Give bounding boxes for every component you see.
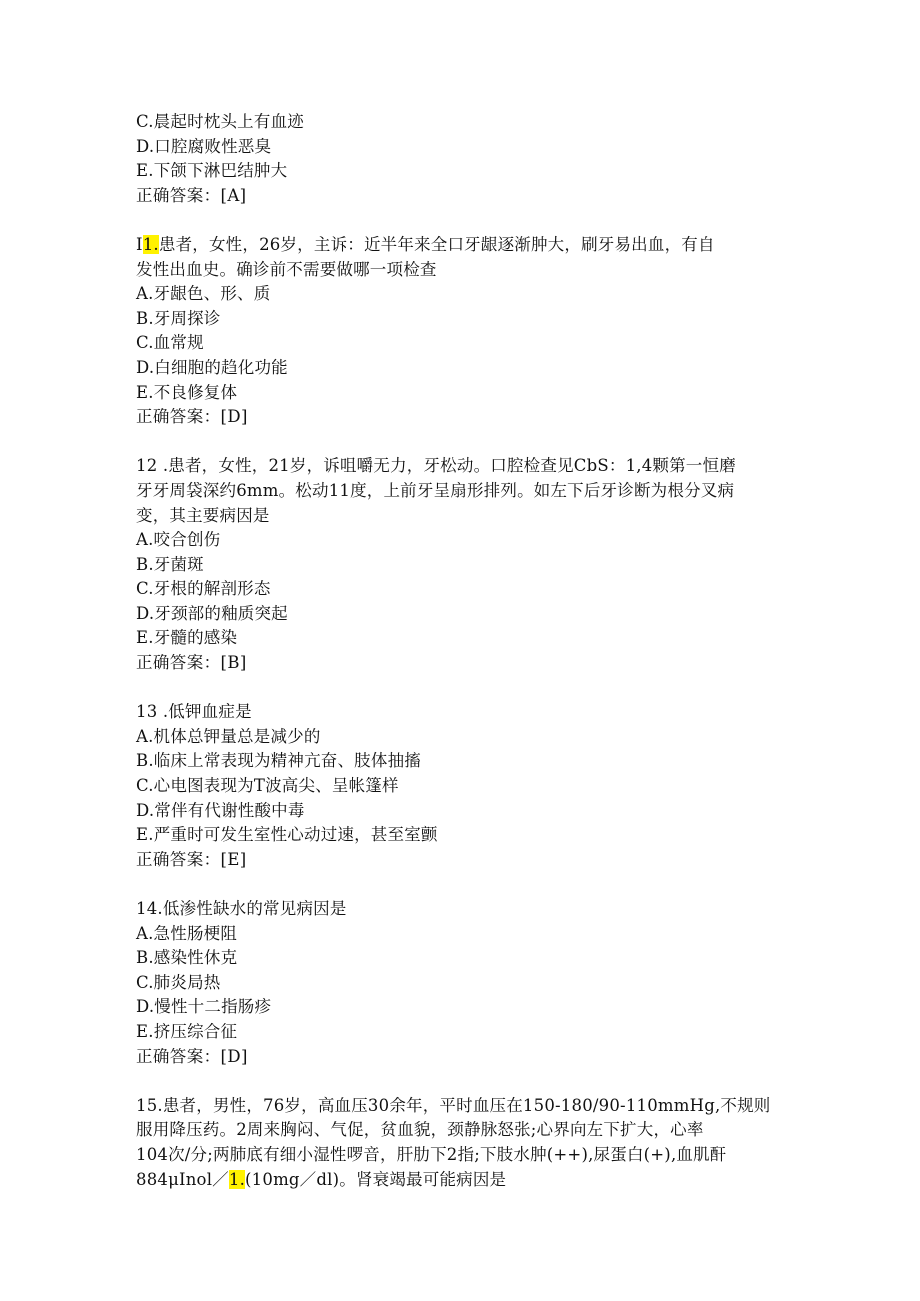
question-15 bbox=[136, 1094, 786, 1192]
question-stem bbox=[136, 233, 786, 258]
question-stem-continued: 变，其主要病因是 bbox=[136, 505, 270, 525]
option-b: B.感染性休克 bbox=[136, 948, 238, 968]
option-a: A.急性肠梗阻 bbox=[136, 923, 238, 943]
option-d: D.白细胞的趋化功能 bbox=[136, 357, 288, 377]
question-stem-text: (10mg／dl)。肾衰竭最可能病因是 bbox=[245, 1169, 507, 1189]
question-stem: 13 .低钾血症是 bbox=[136, 702, 252, 722]
question-stem: 12 .患者，女性，21岁，诉咀嚼无力，牙松动。口腔检查见CbS：1,4颗第一恒磨 bbox=[136, 456, 736, 476]
question-stem-continued: 牙牙周袋深约6mm。松动11度，上前牙呈扇形排列。如左下后牙诊断为根分叉病 bbox=[136, 480, 735, 500]
option-b: B.牙周探诊 bbox=[136, 308, 221, 328]
option-e: E.下颌下淋巴结肿大 bbox=[136, 161, 288, 181]
option-e: E.不良修复体 bbox=[136, 382, 238, 402]
option-c: C.心电图表现为T波高尖、呈帐篷样 bbox=[136, 776, 399, 796]
option-b: B.临床上常表现为精神亢奋、肢体抽搐 bbox=[136, 751, 421, 771]
question-stem-continued bbox=[136, 1168, 786, 1193]
option-a: A.咬合创伤 bbox=[136, 530, 221, 550]
option-d: D.常伴有代谢性酸中毒 bbox=[136, 800, 305, 820]
question-number-prefix: I bbox=[136, 234, 143, 254]
spacer bbox=[136, 208, 786, 233]
spacer bbox=[136, 430, 786, 455]
question-stem-continued: 发性出血史。确诊前不需要做哪一项检查 bbox=[136, 259, 437, 279]
question-14 bbox=[136, 897, 786, 1069]
highlighted-text: 1. bbox=[142, 234, 159, 254]
spacer bbox=[136, 676, 786, 701]
question-stem: 15.患者，男性，76岁，高血压30余年，平时血压在150-180/90-110mmHg,不规则 bbox=[136, 1095, 771, 1115]
spacer bbox=[136, 872, 786, 897]
question-stem: 14.低渗性缺水的常见病因是 bbox=[136, 899, 347, 918]
spacer bbox=[136, 1069, 786, 1094]
option-d: D.牙颈部的釉质突起 bbox=[136, 603, 288, 623]
correct-answer: 正确答案：[A] bbox=[136, 185, 247, 205]
option-e: E.挤压综合征 bbox=[136, 1021, 238, 1041]
correct-answer: 正确答案：[D] bbox=[136, 1046, 248, 1066]
option-e: E.严重时可发生室性心动过速，甚至室颤 bbox=[136, 825, 438, 845]
option-a: A.机体总钾量总是减少的 bbox=[136, 726, 321, 746]
question-10-tail bbox=[136, 110, 786, 208]
question-stem-text: 患者，女性，26岁，主诉：近半年来全口牙龈逐渐肿大，刷牙易出血，有自 bbox=[158, 234, 715, 254]
question-stem-continued: 104次/分;两肺底有细小湿性啰音，肝肋下2指;下肢水肿(++),尿蛋白(+),血肌酐 bbox=[136, 1144, 727, 1164]
option-d: D.口腔腐败性恶臭 bbox=[136, 136, 272, 156]
question-stem-text: 884μInol／ bbox=[136, 1169, 229, 1189]
option-a: A.牙龈色、形、质 bbox=[136, 284, 271, 304]
question-stem-continued: 服用降压药。2周来胸闷、气促，贫血貌，颈静脉怒张;心界向左下扩大，心率 bbox=[136, 1120, 704, 1140]
option-e: E.牙髓的感染 bbox=[136, 628, 238, 648]
option-c: C.血常规 bbox=[136, 333, 204, 353]
question-11 bbox=[136, 233, 786, 430]
correct-answer: 正确答案：[B] bbox=[136, 653, 247, 673]
question-13 bbox=[136, 700, 786, 872]
option-b: B.牙菌斑 bbox=[136, 554, 204, 574]
option-c: C.牙根的解剖形态 bbox=[136, 579, 271, 599]
option-c: C.晨起时枕头上有血迹 bbox=[136, 112, 304, 131]
question-12 bbox=[136, 454, 786, 675]
option-c: C.肺炎局热 bbox=[136, 972, 221, 992]
highlighted-text: 1. bbox=[228, 1169, 246, 1189]
option-d: D.慢性十二指肠疹 bbox=[136, 997, 272, 1017]
document-page bbox=[136, 110, 786, 1192]
correct-answer: 正确答案：[E] bbox=[136, 849, 247, 869]
correct-answer: 正确答案：[D] bbox=[136, 407, 248, 427]
